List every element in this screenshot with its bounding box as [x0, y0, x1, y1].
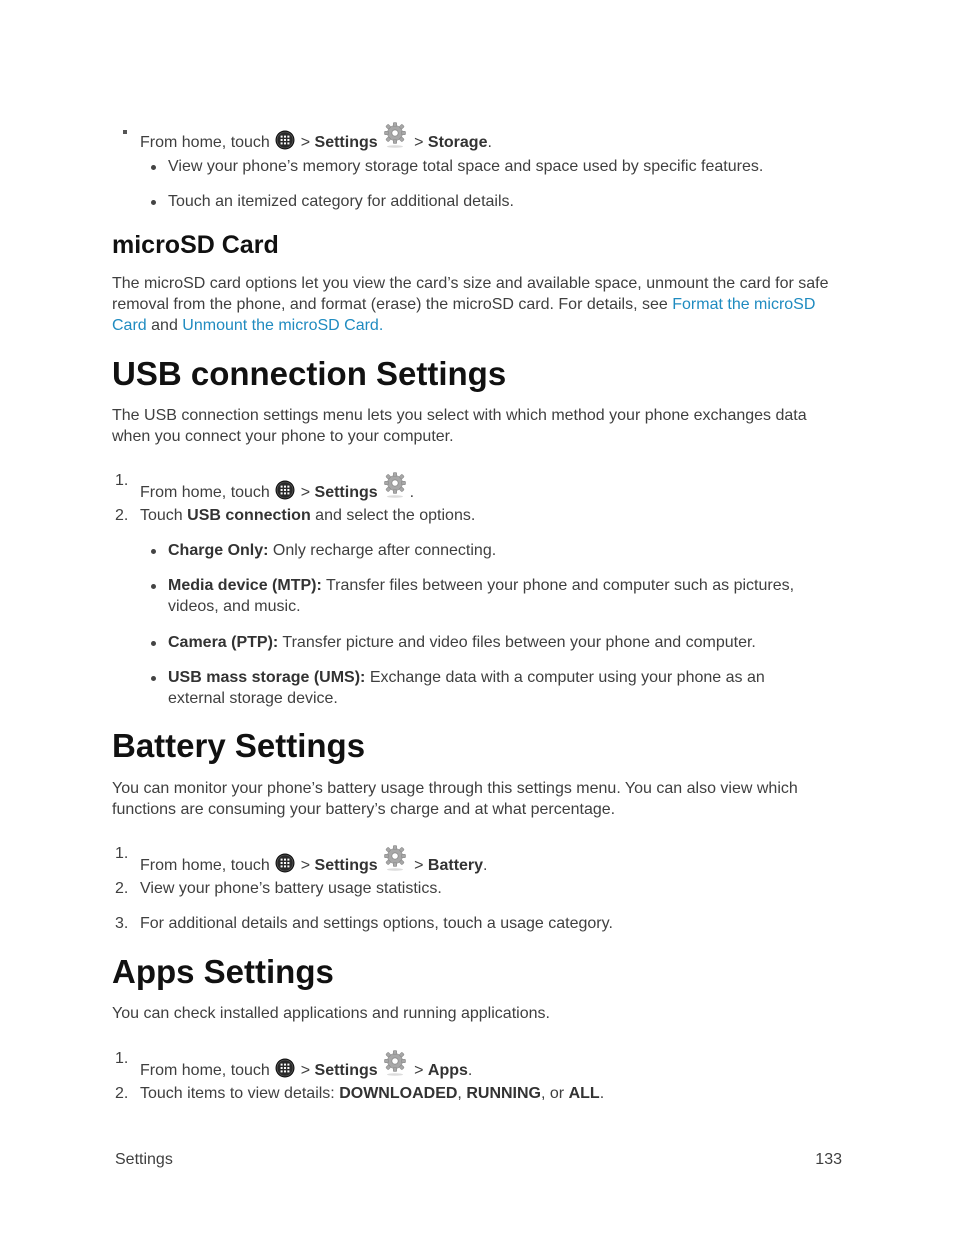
- battery-step-1: From home, touch > Settings > Battery.: [140, 844, 488, 876]
- battery-step-2: View your phone’s battery usage statistics.: [140, 880, 442, 897]
- battery-intro: You can monitor your phone’s battery usage through this settings menu. You can also view which functions are consuming your battery’s charge and at what percentage.: [112, 780, 798, 818]
- unmount-microsd-link[interactable]: Unmount the microSD Card: [182, 317, 379, 334]
- gear-icon: [381, 1049, 409, 1077]
- bullet-dot: [151, 200, 156, 205]
- storage-substep-1: View your phone’s memory storage total space and space used by specific features.: [168, 158, 764, 175]
- usb-option-charge-only: Charge Only: Only recharge after connecting.: [168, 542, 497, 559]
- gear-icon: [381, 844, 409, 872]
- storage-step-1: From home, touch > Settings > Storage.: [140, 121, 492, 153]
- battery-heading: Battery Settings: [112, 727, 366, 764]
- bullet-dot: [151, 549, 156, 554]
- battery-step-3: For additional details and settings options, touch a usage category.: [140, 915, 613, 932]
- apps-grid-icon: [275, 853, 295, 873]
- apps-step-1-number: 1.: [115, 1050, 129, 1067]
- bullet-dot: [151, 584, 156, 589]
- microsd-paragraph: The microSD card options let you view the card’s size and available space, unmount the card for safe removal from the phone, and format (erase) the microSD card. For details, see Format the microSD Card and Unmount the microSD Card.: [112, 275, 829, 334]
- usb-option-mtp: Media device (MTP): Transfer files between your phone and computer such as pictures, videos, and music.: [168, 577, 795, 615]
- apps-intro: You can check installed applications and running applications.: [112, 1005, 550, 1022]
- storage-substep-2: Touch an itemized category for additional details.: [168, 193, 514, 210]
- usb-intro: The USB connection settings menu lets you select with which method your phone exchanges data when you connect your phone to your computer.: [112, 407, 807, 445]
- usb-step-1: From home, touch > Settings .: [140, 471, 414, 503]
- battery-step-2-number: 2.: [115, 880, 129, 897]
- microsd-heading: microSD Card: [112, 231, 279, 259]
- apps-grid-icon: [275, 480, 295, 500]
- bullet-square: [123, 130, 127, 134]
- apps-grid-icon: [275, 1058, 295, 1078]
- page-number: 133: [815, 1151, 842, 1168]
- battery-step-1-number: 1.: [115, 845, 129, 862]
- usb-step-2: Touch USB connection and select the options.: [140, 507, 476, 524]
- bullet-dot: [151, 676, 156, 681]
- format-microsd-link[interactable]: Format the microSD Card: [112, 296, 816, 334]
- footer-section: Settings: [115, 1151, 173, 1168]
- gear-icon: [381, 471, 409, 499]
- battery-step-3-number: 3.: [115, 915, 129, 932]
- bullet-dot: [151, 641, 156, 646]
- apps-grid-icon: [275, 130, 295, 150]
- usb-option-ums: USB mass storage (UMS): Exchange data with a computer using your phone as an external storage device.: [168, 669, 765, 707]
- usb-heading: USB connection Settings: [112, 355, 507, 392]
- usb-option-ptp: Camera (PTP): Transfer picture and video files between your phone and computer.: [168, 634, 756, 651]
- apps-heading: Apps Settings: [112, 953, 334, 990]
- gear-icon: [381, 121, 409, 149]
- apps-step-2-number: 2.: [115, 1085, 129, 1102]
- usb-step-1-number: 1.: [115, 472, 129, 489]
- usb-step-2-number: 2.: [115, 507, 129, 524]
- apps-step-1: From home, touch > Settings > Apps.: [140, 1049, 472, 1081]
- bullet-dot: [151, 165, 156, 170]
- apps-step-2: Touch items to view details: DOWNLOADED, RUNNING, or ALL.: [140, 1085, 605, 1102]
